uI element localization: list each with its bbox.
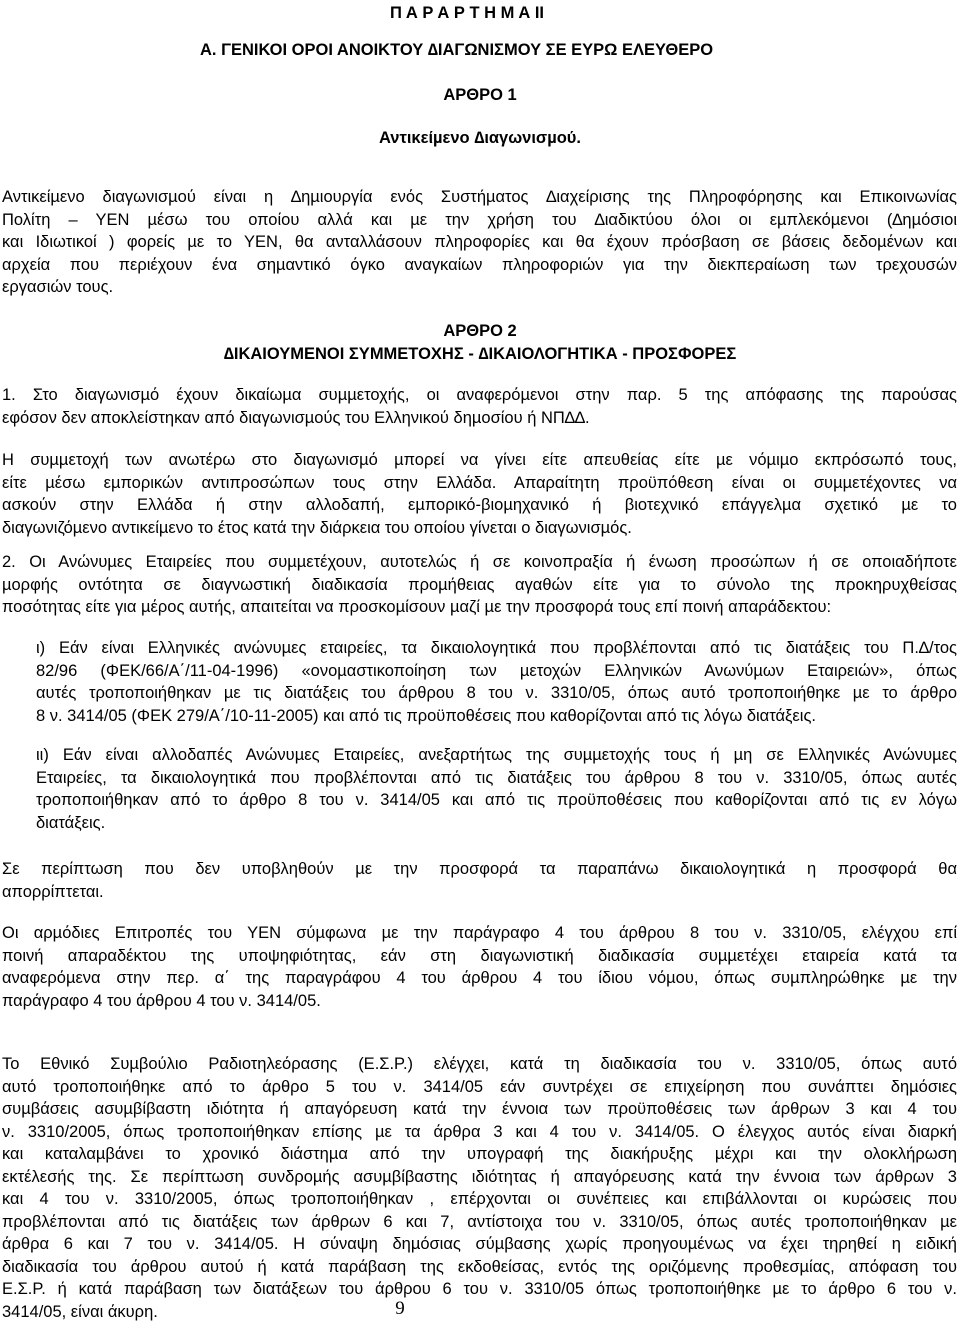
text-line: αναφερόµενα στην περ. α΄ της παραγράφου 4 του άρθρου 4 του ίδιου νόµου, όπως συµπληρώθηκε µε την bbox=[2, 969, 957, 987]
text-line: Η συµµετοχή των ανωτέρω στο διαγωνισµό µπορεί να γίνει είτε απευθείας είτε µε νόµιµο εκπρόσωπό τους, bbox=[2, 451, 957, 469]
article1-subtitle: Αντικείµενο ∆ιαγωνισµού. bbox=[379, 129, 581, 147]
text-line-last: παράγραφο 4 του άρθρου 4 του ν. 3414/05. bbox=[2, 991, 321, 1010]
article1-title: ΑΡΘΡΟ 1 bbox=[443, 86, 517, 104]
text-line: 82/96 (ΦΕΚ/66/Α΄/11-04-1996) «ονοµαστικοποίηση των µετοχών Ελληνικών Ανωνύµων Εταιρειών», όπως bbox=[36, 661, 957, 680]
text-line: Το Εθνικό Συµβούλιο Ραδιοτηλεόρασης (Ε.Σ.Ρ.) ελέγχει, κατά τη διαδικασία του ν. 3310/05, όπως αυτό bbox=[2, 1055, 957, 1073]
text-line: εκτέλεσής της. Σε περίπτωση συνδροµής ασυµβίβαστης ιδιότητας ή απαγόρευσης κατά την έννοια των άρθρων 3 bbox=[2, 1167, 957, 1186]
text-line: Πολίτη – ΥΕΝ µέσω του οποίου αλλά και µε την χρήση του ∆ιαδικτύου όλοι οι εµπλεκόµενοι (∆ηµόσιοι bbox=[2, 210, 957, 229]
page-number: 9 bbox=[395, 1298, 405, 1319]
text-line: τροποποιήθηκαν από το άρθρο 8 του ν. 3414/05 και από τις προϋποθέσεις που καθορίζονται από τις εν λόγω bbox=[36, 791, 957, 809]
text-line: διαδικασία του άρθρου αυτού ή κατά παράβαση της εκδοθείσας, εντός της οριζόµενης προθεσµίας, απόφαση του bbox=[2, 1257, 957, 1276]
section-heading: Α. ΓΕΝΙΚΟΙ ΟΡΟΙ ΑΝΟΙΚΤΟΥ ∆ΙΑΓΩΝΙΣΜΟΥ ΣΕ ΕΥΡΩ ΕΛΕΥΘΕΡΟ bbox=[200, 41, 714, 59]
text-line: ν. 3310/2005, όπως τροποποιήθηκαν επίσης µε τα άρθρα 3 και 4 του ν. 3414/05. Ο έλεγχος αυτός είναι διαρκή bbox=[2, 1122, 957, 1141]
article2-subtitle: ∆ΙΚΑΙΟΥΜΕΝΟΙ ΣΥΜΜΕΤΟΧΗΣ - ∆ΙΚΑΙΟΛΟΓΗΤΙΚΑ - ΠΡΟΣΦΟΡΕΣ bbox=[223, 345, 737, 363]
text-line: αυτό τροποποιήθηκε από το άρθρο 5 του ν. 3414/05 εάν συντρέχει σε επιχείρηση που συνάπτει δηµόσιες bbox=[2, 1077, 957, 1096]
text-line-last: εργασιών τους. bbox=[2, 278, 114, 296]
text-line: Σε περίπτωση που δεν υποβληθούν µε την προσφορά τα παραπάνω δικαιολογητικά η προσφορά θα bbox=[2, 860, 957, 878]
text-line: και 4 του ν. 3310/2005, όπως τροποποιήθηκαν , επέρχονται οι συνέπειες και επιβάλλονται οι κυρώσεις που bbox=[2, 1190, 957, 1208]
text-line: συµβάσεις ασυµβίβαστη ιδιότητα ή απαγόρευση κατά την έννοια των προϋποθέσεις των άρθρων 3 και 4 του bbox=[2, 1100, 957, 1118]
text-line: αυτές τροποποιήθηκαν µε τις διατάξεις του άρθρου 8 του ν. 3310/05, όπως αυτό τροποποιήθηκε µε το άρθρο bbox=[36, 684, 957, 702]
text-line-last: εφόσον δεν αποκλείστηκαν από διαγωνισµούς του Ελληνικού δηµοσίου ή ΝΠ∆∆. bbox=[2, 408, 590, 427]
text-line: Οι αρµόδιες Επιτροπές του ΥΕΝ σύµφωνα µε την παράγραφο 4 του άρθρου 8 του ν. 3310/05, ελέγχου επί bbox=[2, 924, 957, 942]
text-line: ιι) Εάν είναι αλλοδαπές Ανώνυµες Εταιρείες, ανεξαρτήτως της συµµετοχής τους ή µη σε Ελληνικές Ανώνυµες bbox=[36, 746, 957, 764]
text-line: µορφής οντότητα σε διαγνωστική διαδικασία προµήθειας αγαθών είτε για το σύνολο της προκηρυχθείσας bbox=[2, 575, 957, 594]
text-line: Εταιρείες, τα δικαιολογητικά που προβλέπονται από τις διατάξεις του άρθρου 8 του ν. 3310/05, όπως αυτές bbox=[36, 768, 957, 787]
text-line-last: 8 ν. 3414/05 (ΦΕΚ 279/Α΄/10-11-2005) και από τις προϋποθέσεις που καθορίζονται από τις λόγω διατάξεις. bbox=[36, 706, 816, 725]
annex-heading: Π Α Ρ Α Ρ Τ Η Μ Α ΙΙ bbox=[390, 4, 545, 22]
text-line: ποινή απαραδέκτου της υποψηφιότητας, εάν στη διαγωνιστική διαδικασία συµµετέχει εταιρεία κατά τα bbox=[2, 946, 957, 965]
text-line: προβλέπονται από τις διατάξεις των άρθρων 6 και 7, αντίστοιχα του ν. 3310/05, όπως αυτές τροποποιήθηκαν µε bbox=[2, 1212, 957, 1231]
text-line: αρχεία που περιέχουν ένα σηµαντικό όγκο αναγκαίων πληροφοριών για την διεκπεραίωση των τρεχουσών bbox=[2, 255, 957, 274]
text-line-last: 3414/05, είναι άκυρη. bbox=[2, 1302, 158, 1321]
text-line: είτε µέσω εµπορικών αντιπροσώπων τους στην Ελλάδα. Απαραίτητη προϋπόθεση είναι οι συµµετέχοντες να bbox=[2, 473, 957, 492]
text-line-last: διαγωνιζόµενο αντικείµενο το έτος κατά την διάρκεια του οποίου γίνεται ο διαγωνισµός. bbox=[2, 518, 632, 537]
text-line: ι) Εάν είναι Ελληνικές ανώνυµες εταιρείες, τα δικαιολογητικά που προβλέπονται από τις διατάξεις του Π.∆/τος bbox=[36, 639, 957, 657]
text-line: Ε.Σ.Ρ. ή κατά παράβαση των διατάξεων του άρθρου 6 του ν. 3310/05 όπως τροποποιήθηκε µε το άρθρο 6 του ν. bbox=[2, 1280, 957, 1298]
article2-title: ΑΡΘΡΟ 2 bbox=[443, 322, 517, 340]
text-line-last: απορρίπτεται. bbox=[2, 882, 104, 901]
text-line: και Ιδιωτικοί ) φορείς µε το ΥΕΝ, θα ανταλλάσουν πληροφορίες και θα έχουν πρόσβαση σε βάσεις δεδοµένων και bbox=[2, 233, 957, 251]
text-line: 2. Οι Ανώνυµες Εταιρείες που συµµετέχουν, αυτοτελώς ή σε κοινοπραξία ή ένωση προσώπων ή σε οποιαδήποτε bbox=[2, 553, 957, 571]
text-line: και καταλαµβάνει το χρονικό διάστηµα από την υπογραφή της διακήρυξης µέχρι και την ολοκλήρωση bbox=[2, 1145, 957, 1163]
text-line: άρθρα 6 και 7 του ν. 3414/05. Η σύναψη δηµόσιας σύµβασης χωρίς προηγουµένως να έχει τηρηθεί η ειδική bbox=[2, 1235, 957, 1253]
text-line: ασκούν στην Ελλάδα ή στην αλλοδαπή, εµπορικό-βιοµηχανικό ή βιοτεχνικό επάγγελµα σχετικό µε το bbox=[2, 496, 957, 514]
text-line: 1. Στο διαγωνισµό έχουν δικαίωµα συµµετοχής, οι αναφερόµενοι στην παρ. 5 της απόφασης της παρούσας bbox=[2, 386, 957, 404]
text-line-last: διατάξεις. bbox=[36, 813, 106, 832]
text-line-last: ποσότητας είτε για µέρος αυτής, απαιτείται να προσκοµίσουν µαζί µε την προσφορά τους επί ποινή απαράδεκτου: bbox=[2, 598, 832, 616]
text-line: Αντικείµενο διαγωνισµού είναι η ∆ηµιουργία ενός Συστήµατος ∆ιαχείρισης της Πληροφόρησης και Επικοινωνίας bbox=[2, 188, 957, 206]
